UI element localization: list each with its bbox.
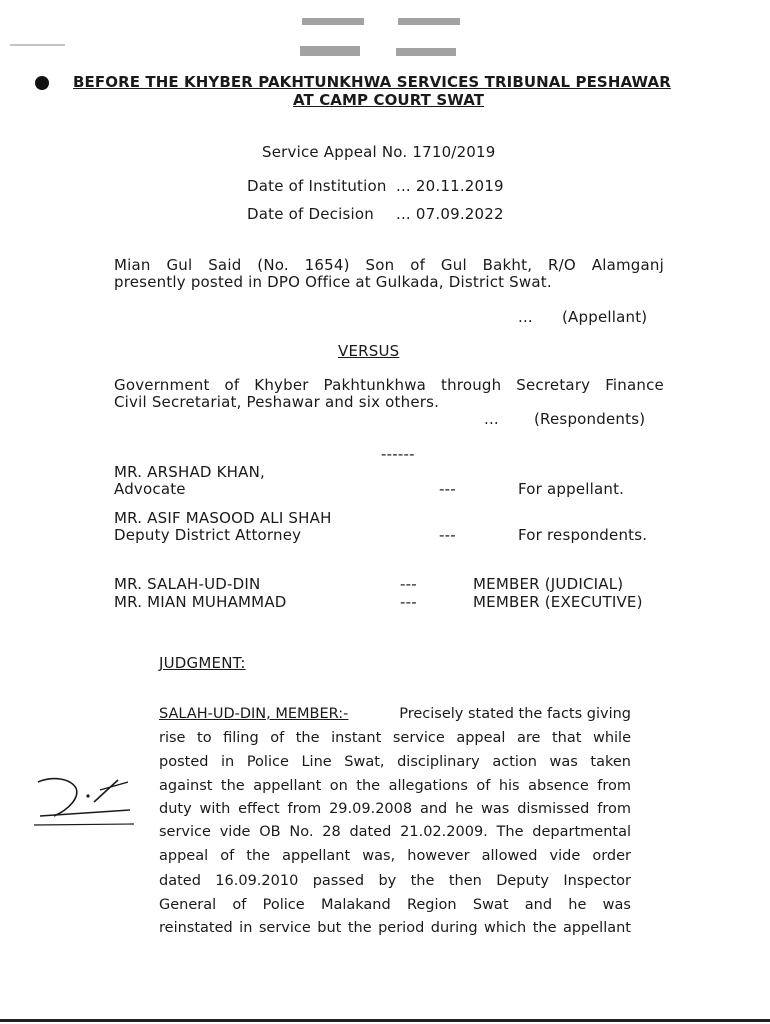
counsel-respondents-dash: --- [439, 526, 456, 544]
judgment-line: posted in Police Line Swat, disciplinary action was taken [159, 754, 631, 770]
counsel-appellant-dash: --- [439, 480, 456, 498]
judgment-line: duty with effect from 29.09.2008 and he was dismissed from [159, 801, 631, 817]
judgment-line: rise to filing of the instant service appeal are that while [159, 730, 631, 746]
tribunal-heading: BEFORE THE KHYBER PAKHTUNKHWA SERVICES TRIBUNAL PESHAWAR [73, 73, 671, 91]
judgment-line: dated 16.09.2010 passed by the then Deputy Inspector [159, 873, 631, 889]
counsel-appellant-for: For appellant. [518, 480, 625, 498]
respondents-line-2: Civil Secretariat, Peshawar and six others. [114, 393, 440, 411]
separator-dashes: ------ [381, 445, 415, 463]
handwritten-signature [30, 770, 135, 830]
counsel-appellant-title: Advocate [114, 480, 186, 498]
judgment-line: reinstated in service but the period during which the appellant [159, 920, 631, 936]
respondents-dots: ... [484, 410, 499, 428]
appellant-role: (Appellant) [562, 308, 648, 326]
judgment-line: against the appellant on the allegations of his absence from [159, 778, 631, 794]
judgment-line: service vide OB No. 28 dated 21.02.2009. The departmental [159, 824, 631, 840]
judgment-heading: JUDGMENT: [159, 654, 246, 672]
counsel-respondents-title: Deputy District Attorney [114, 526, 302, 544]
judgment-author-lead: SALAH-UD-DIN, MEMBER:- [159, 706, 349, 722]
respondents-line-1: Government of Khyber Pakhtunkhwa through Secretary Finance [114, 376, 664, 394]
member-judicial-role: MEMBER (JUDICIAL) [473, 575, 624, 593]
appellant-dots: ... [518, 308, 533, 326]
member-judicial-name: MR. SALAH-UD-DIN [114, 575, 261, 593]
versus-heading: VERSUS [338, 342, 400, 360]
counsel-respondents-name: MR. ASIF MASOOD ALI SHAH [114, 509, 332, 527]
member-executive-dash: --- [400, 593, 417, 611]
member-executive-name: MR. MIAN MUHAMMAD [114, 593, 287, 611]
member-judicial-dash: --- [400, 575, 417, 593]
service-appeal-number: Service Appeal No. 1710/2019 [262, 143, 496, 161]
decision-label: Date of Decision [247, 205, 374, 223]
counsel-respondents-for: For respondents. [518, 526, 648, 544]
bullet-dot-icon [35, 76, 49, 90]
appellant-line-1: Mian Gul Said (No. 1654) Son of Gul Bakht, R/O Alamganj [114, 256, 664, 274]
judgment-line: appeal of the appellant was, however allowed vide order [159, 848, 631, 864]
judgment-first-line [159, 706, 631, 722]
judgment-first-line-rest: Precisely stated the facts giving [399, 706, 631, 722]
page-bottom-edge [0, 1019, 770, 1022]
member-executive-role: MEMBER (EXECUTIVE) [473, 593, 643, 611]
counsel-appellant-name: MR. ARSHAD KHAN, [114, 463, 265, 481]
respondents-role: (Respondents) [534, 410, 646, 428]
decision-date: ... 07.09.2022 [396, 205, 504, 223]
judgment-line: General of Police Malakand Region Swat and he was [159, 897, 631, 913]
institution-date: ... 20.11.2019 [396, 177, 504, 195]
appellant-line-2: presently posted in DPO Office at Gulkada, District Swat. [114, 273, 552, 291]
institution-label: Date of Institution [247, 177, 387, 195]
camp-court-heading: AT CAMP COURT SWAT [293, 91, 485, 109]
